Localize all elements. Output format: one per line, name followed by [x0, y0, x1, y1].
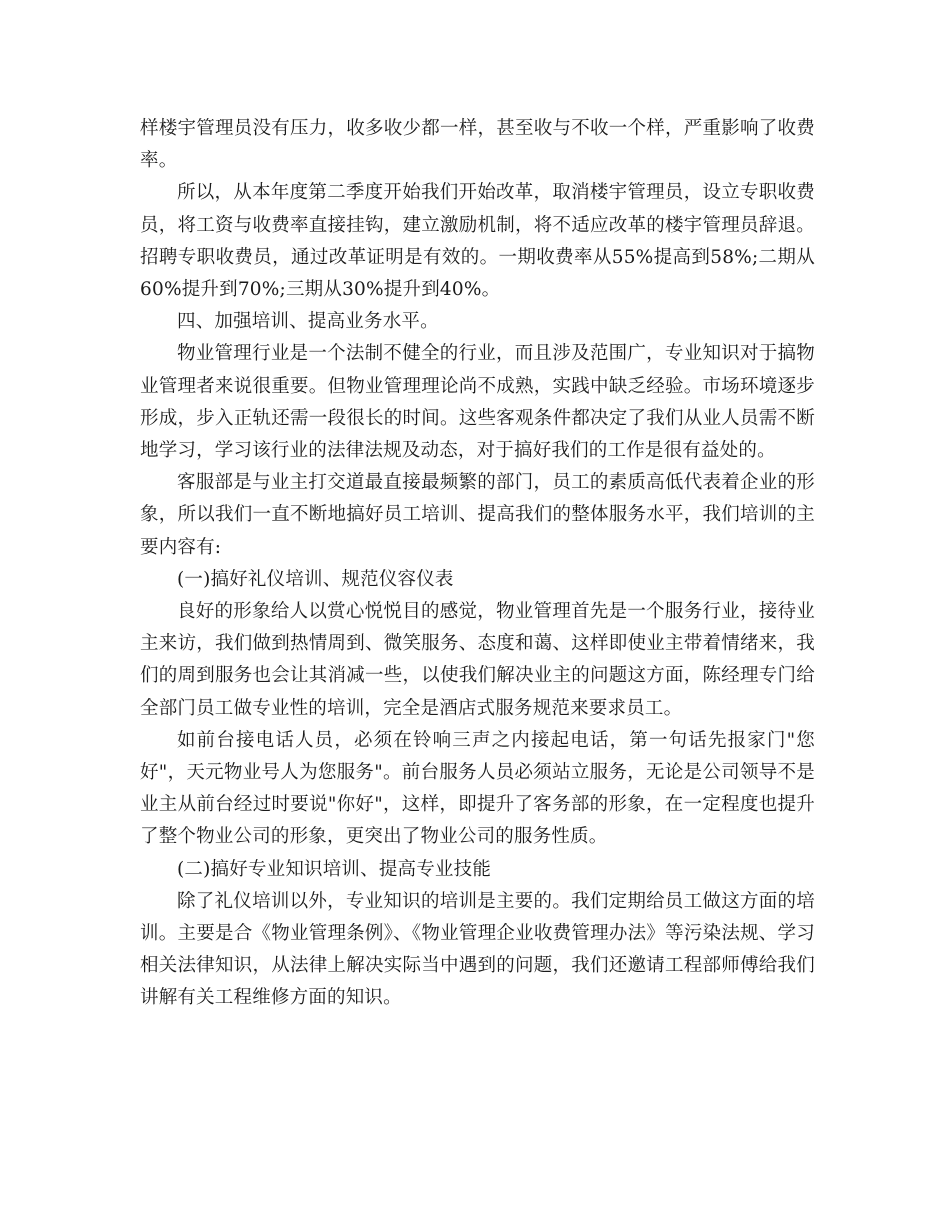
- paragraph-image: 良好的形象给人以赏心悦悦目的感觉，物业管理首先是一个服务行业，接待业主来访，我们做到热情周到、微笑服务、态度和蔼、这样即使业主带着情绪来，我们的周到服务也会让其消减一些，以使我们解决业主的问题这方面，陈经理专门给全部门员工做专业性的培训，完全是酒店式服务规范来要求员工。: [140, 601, 815, 719]
- paragraph-continuation: 样楼宇管理员没有压力，收多收少都一样，甚至收与不收一个样，严重影响了收费率。: [140, 118, 815, 172]
- subheading-professional: (二)搞好专业知识培训、提高专业技能: [177, 858, 492, 880]
- section-heading-training: 四、加强培训、提高业务水平。: [177, 311, 439, 333]
- subheading-etiquette: (一)搞好礼仪培训、规范仪容仪表: [177, 568, 454, 590]
- paragraph-customer-service: 客服部是与业主打交道最直接最频繁的部门，员工的素质高低代表着企业的形象，所以我们一直不断地搞好员工培训、提高我们的整体服务水平，我们培训的主要内容有:: [140, 472, 815, 558]
- paragraph-front-desk: 如前台接电话人员，必须在铃响三声之内接起电话，第一句话先报家门"您好"，天元物业号人为您服务"。前台服务人员必须站立服务，无论是公司领导不是业主从前台经过时要说"你好"，这样，即提升了客务部的形象，在一定程度也提升了整个物业公司的形象，更突出了物业公司的服务性质。: [140, 729, 815, 848]
- paragraph-industry: 物业管理行业是一个法制不健全的行业，而且涉及范围广，专业知识对于搞物业管理者来说很重要。但物业管理理论尚不成熟，实践中缺乏经验。市场环境逐步形成，步入正轨还需一段很长的时间。这些客观条件都决定了我们从业人员需不断地学习，学习该行业的法律法规及动态，对于搞好我们的工作是很有益处的。: [140, 343, 815, 462]
- document-body: [140, 113, 815, 1015]
- paragraph-professional: 除了礼仪培训以外，专业知识的培训是主要的。我们定期给员工做这方面的培训。主要是合《物业管理条例》、《物业管理企业收费管理办法》等污染法规、学习相关法律知识，从法律上解决实际当中遇到的问题，我们还邀请工程部师傅给我们讲解有关工程维修方面的知识。: [140, 890, 815, 1009]
- paragraph-reform: 所以，从本年度第二季度开始我们开始改革，取消楼宇管理员，设立专职收费员，将工资与收费率直接挂钩，建立激励机制，将不适应改革的楼宇管理员辞退。招聘专职收费员，通过改革证明是有效的。一期收费率从55%提高到58%;二期从60%提升到70%;三期从30%提升到40%。: [140, 182, 815, 301]
